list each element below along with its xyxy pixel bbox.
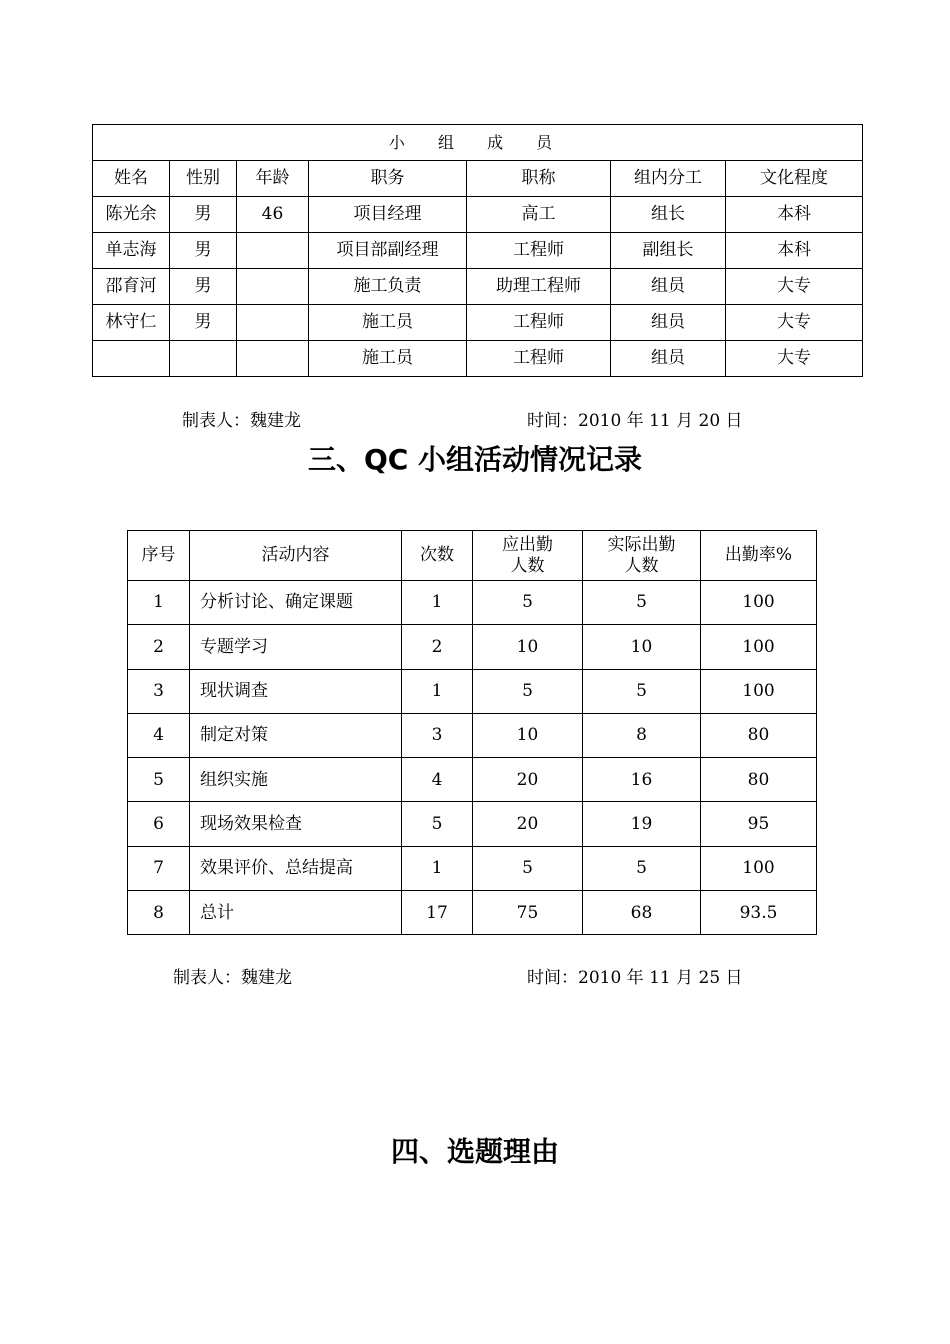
activities-cell: 1 <box>402 846 473 890</box>
activities-cell: 5 <box>128 758 190 802</box>
activities-row <box>128 713 817 757</box>
members-cell: 助理工程师 <box>467 269 611 305</box>
members-cell: 项目部副经理 <box>309 233 467 269</box>
activities-cell: 专题学习 <box>190 625 402 669</box>
members-cell: 单志海 <box>93 233 170 269</box>
footer2-maker: 制表人：魏建龙 <box>173 968 292 988</box>
members-row <box>93 269 863 305</box>
activities-cell: 制定对策 <box>190 713 402 757</box>
activities-cell: 7 <box>128 846 190 890</box>
activities-cell: 100 <box>701 625 817 669</box>
members-table-title: 小 组 成 员 <box>93 125 863 161</box>
section3-title: 三、QC 小组活动情况记录 <box>307 443 643 476</box>
activities-header-cell: 序号 <box>128 531 190 581</box>
activities-cell: 20 <box>473 802 583 846</box>
members-cell: 男 <box>170 305 237 341</box>
members-header-cell: 姓名 <box>93 161 170 197</box>
members-cell: 本科 <box>726 233 863 269</box>
members-cell: 高工 <box>467 197 611 233</box>
members-cell: 工程师 <box>467 233 611 269</box>
activities-cell: 5 <box>583 846 701 890</box>
members-cell: 工程师 <box>467 305 611 341</box>
activities-cell: 10 <box>473 625 583 669</box>
members-row <box>93 233 863 269</box>
activities-row <box>128 625 817 669</box>
activities-row <box>128 758 817 802</box>
members-cell <box>237 269 309 305</box>
activities-cell: 10 <box>473 713 583 757</box>
members-cell <box>237 341 309 377</box>
members-cell <box>93 341 170 377</box>
members-cell: 施工负责 <box>309 269 467 305</box>
activities-cell: 5 <box>473 669 583 713</box>
members-cell: 工程师 <box>467 341 611 377</box>
members-header-cell: 职务 <box>309 161 467 197</box>
footer1-time: 时间：2010 年 11 月 20 日 <box>527 411 743 431</box>
activities-cell: 5 <box>402 802 473 846</box>
activities-cell: 5 <box>473 846 583 890</box>
activities-cell: 1 <box>402 581 473 625</box>
activities-cell: 5 <box>583 581 701 625</box>
members-cell: 副组长 <box>611 233 726 269</box>
members-header-cell: 性别 <box>170 161 237 197</box>
activities-header-cell: 出勤率% <box>701 531 817 581</box>
members-cell: 组员 <box>611 341 726 377</box>
members-header-row <box>93 161 863 197</box>
activities-table <box>127 530 817 935</box>
activities-cell: 75 <box>473 891 583 935</box>
activities-row <box>128 846 817 890</box>
members-header-cell: 年龄 <box>237 161 309 197</box>
activities-cell: 3 <box>402 713 473 757</box>
members-row <box>93 197 863 233</box>
activities-cell: 68 <box>583 891 701 935</box>
activities-cell: 总计 <box>190 891 402 935</box>
activities-cell: 8 <box>128 891 190 935</box>
activities-row <box>128 669 817 713</box>
activities-cell: 现场效果检查 <box>190 802 402 846</box>
activities-cell: 100 <box>701 581 817 625</box>
members-cell <box>170 341 237 377</box>
members-header-cell: 职称 <box>467 161 611 197</box>
footer1-maker: 制表人：魏建龙 <box>182 411 301 431</box>
activities-cell: 80 <box>701 758 817 802</box>
members-cell: 陈光余 <box>93 197 170 233</box>
activities-cell: 95 <box>701 802 817 846</box>
members-cell: 邵育河 <box>93 269 170 305</box>
activities-cell: 现状调查 <box>190 669 402 713</box>
activities-cell: 19 <box>583 802 701 846</box>
members-cell: 林守仁 <box>93 305 170 341</box>
activities-cell: 1 <box>128 581 190 625</box>
activities-cell: 100 <box>701 669 817 713</box>
activities-cell: 2 <box>128 625 190 669</box>
activities-cell: 6 <box>128 802 190 846</box>
activities-cell: 3 <box>128 669 190 713</box>
activities-cell: 10 <box>583 625 701 669</box>
activities-cell: 80 <box>701 713 817 757</box>
activities-cell: 100 <box>701 846 817 890</box>
members-cell: 大专 <box>726 305 863 341</box>
activities-row <box>128 891 817 935</box>
activities-cell: 20 <box>473 758 583 802</box>
members-cell: 男 <box>170 197 237 233</box>
members-header-cell: 文化程度 <box>726 161 863 197</box>
members-cell: 施工员 <box>309 341 467 377</box>
activities-header-cell: 实际出勤 人数 <box>583 531 701 581</box>
members-cell <box>237 233 309 269</box>
activities-cell: 16 <box>583 758 701 802</box>
members-cell: 大专 <box>726 269 863 305</box>
members-cell: 46 <box>237 197 309 233</box>
activities-cell: 4 <box>128 713 190 757</box>
members-cell: 组员 <box>611 305 726 341</box>
members-table <box>92 124 863 377</box>
activities-cell: 分析讨论、确定课题 <box>190 581 402 625</box>
members-cell: 组员 <box>611 269 726 305</box>
activities-header-cell: 应出勤 人数 <box>473 531 583 581</box>
activities-cell: 效果评价、总结提高 <box>190 846 402 890</box>
section4-title: 四、选题理由 <box>390 1135 559 1168</box>
activities-cell: 4 <box>402 758 473 802</box>
members-cell: 项目经理 <box>309 197 467 233</box>
members-cell: 大专 <box>726 341 863 377</box>
activities-cell: 93.5 <box>701 891 817 935</box>
members-cell: 组长 <box>611 197 726 233</box>
activities-header-row <box>128 531 817 581</box>
activities-cell: 5 <box>473 581 583 625</box>
activities-cell: 1 <box>402 669 473 713</box>
members-cell: 男 <box>170 233 237 269</box>
activities-header-cell: 次数 <box>402 531 473 581</box>
members-cell <box>237 305 309 341</box>
activities-row <box>128 802 817 846</box>
activities-cell: 5 <box>583 669 701 713</box>
footer2-time: 时间：2010 年 11 月 25 日 <box>527 968 743 988</box>
members-cell: 本科 <box>726 197 863 233</box>
activities-header-cell: 活动内容 <box>190 531 402 581</box>
activities-row <box>128 581 817 625</box>
members-header-cell: 组内分工 <box>611 161 726 197</box>
members-row <box>93 305 863 341</box>
members-cell: 施工员 <box>309 305 467 341</box>
members-row <box>93 341 863 377</box>
activities-cell: 8 <box>583 713 701 757</box>
activities-cell: 2 <box>402 625 473 669</box>
activities-cell: 组织实施 <box>190 758 402 802</box>
activities-cell: 17 <box>402 891 473 935</box>
members-cell: 男 <box>170 269 237 305</box>
